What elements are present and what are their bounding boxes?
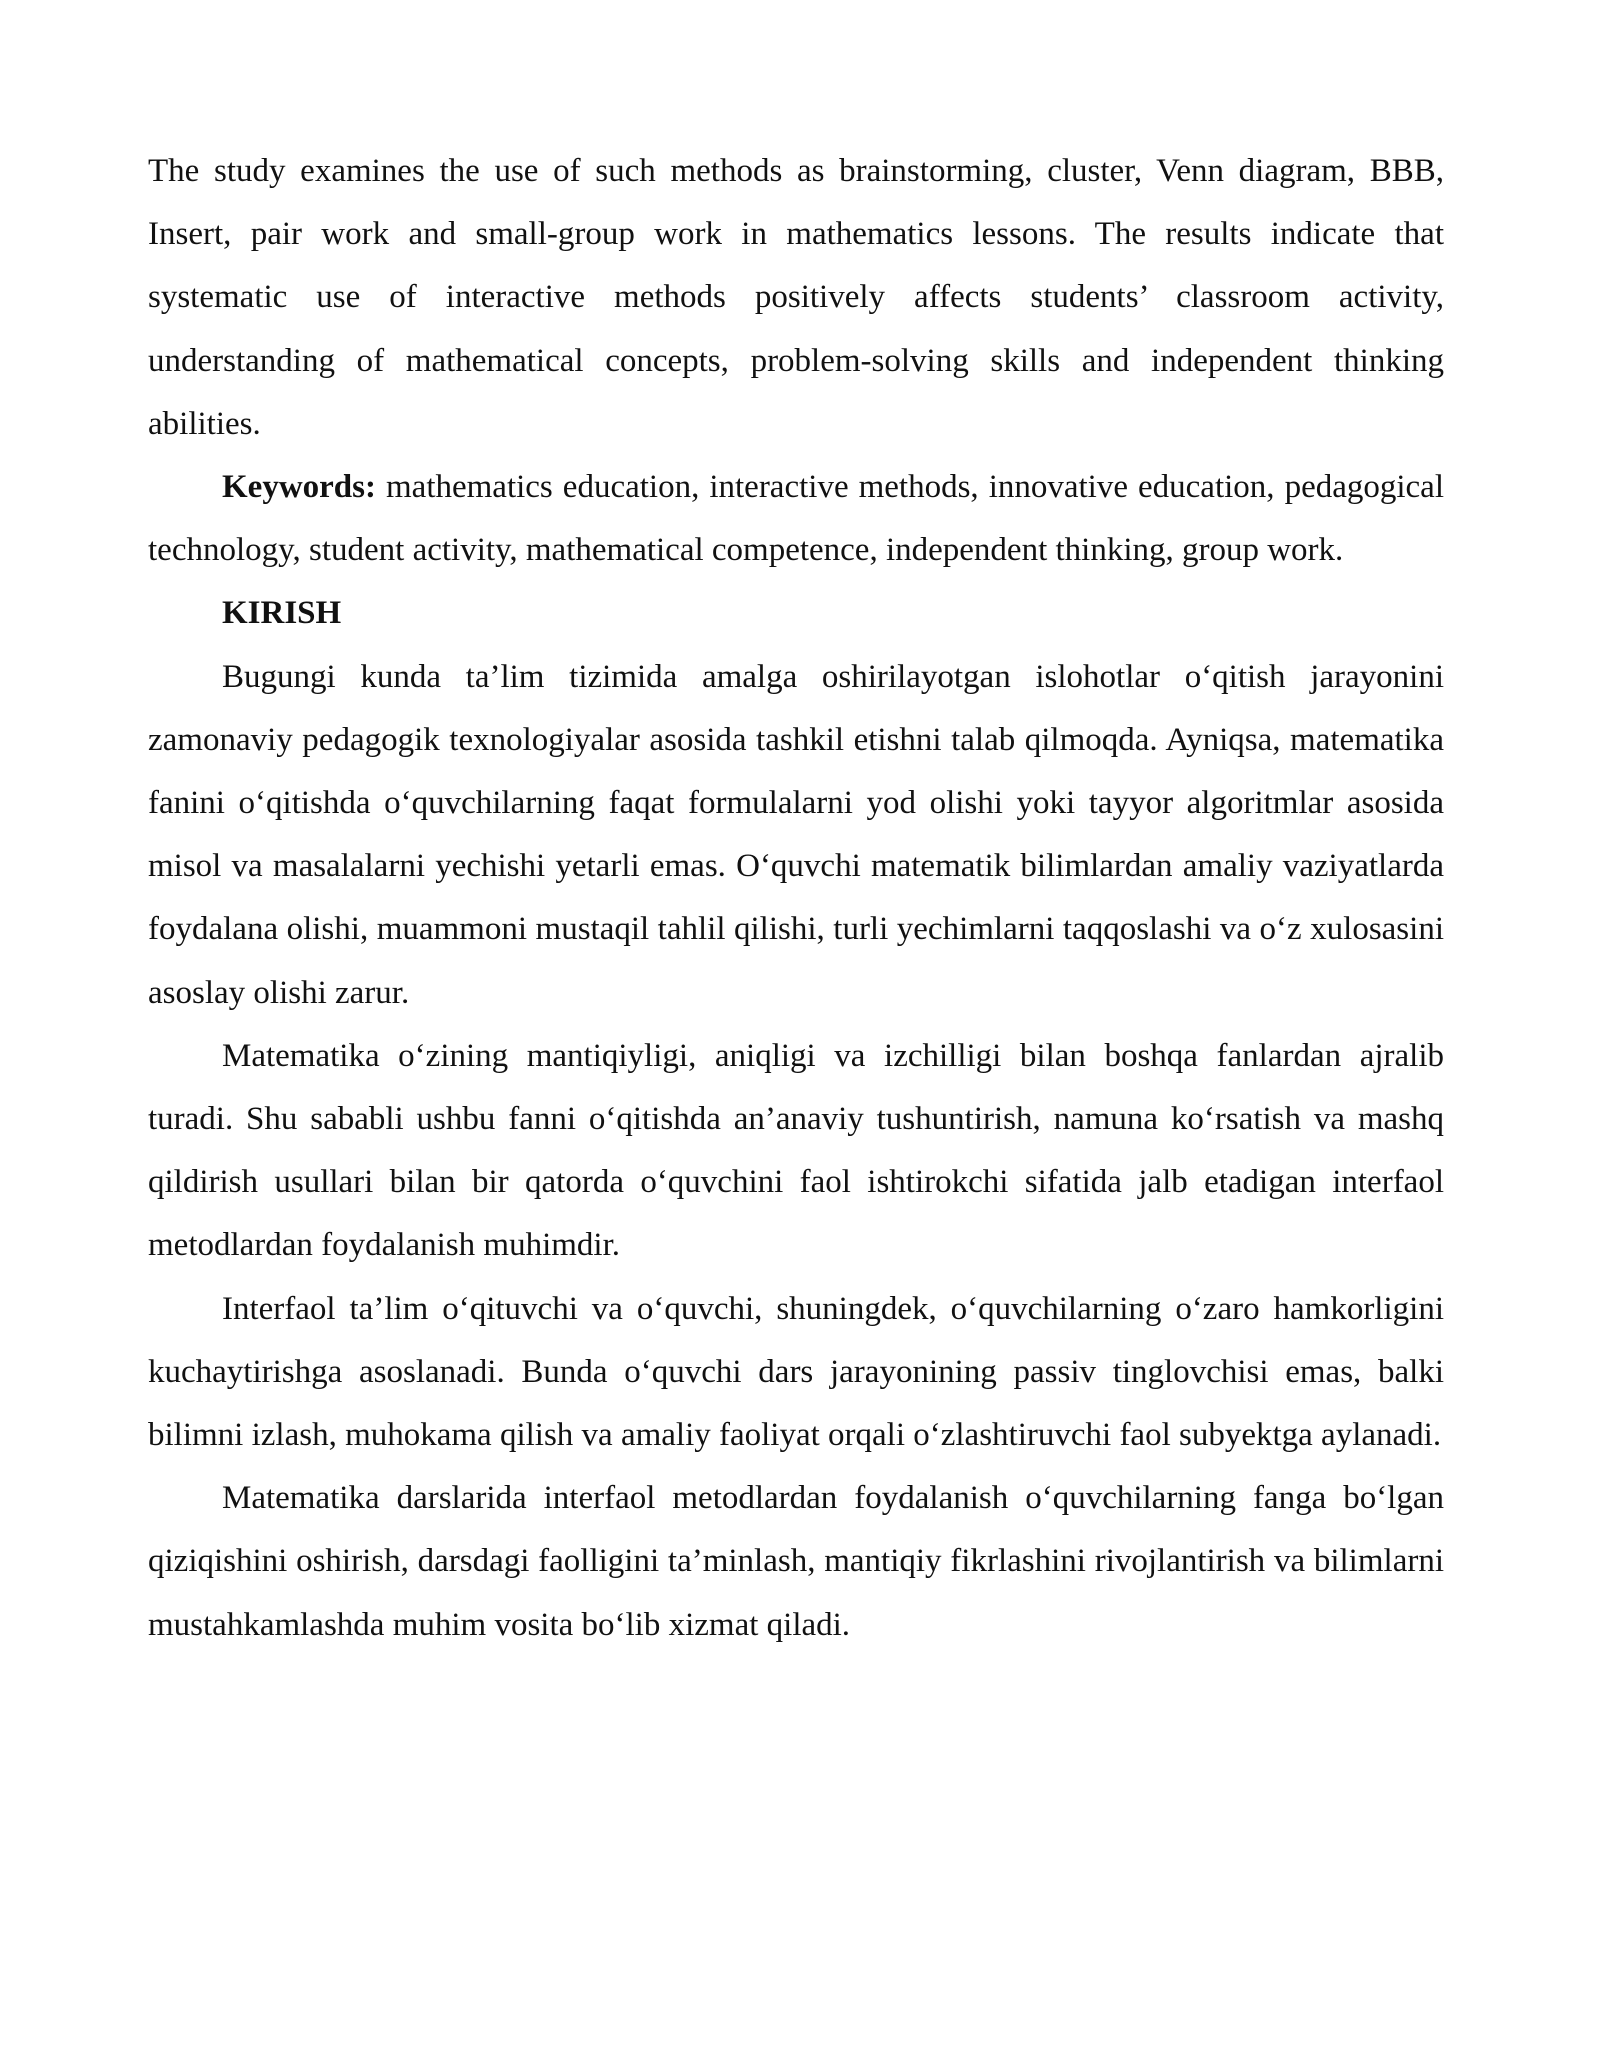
body-paragraph: Interfaol ta’lim o‘qituvchi va o‘quvchi, shuningdek, o‘quvchilarning o‘zaro hamkorligini kuchaytirishga asoslanadi. Bunda o‘quvchi dars jarayonining passiv tinglovchisi emas, balki bilimni izlash, muhokama qilish va amaliy faoliyat orqali o‘zlashtiruvchi faol subyektga aylanadi.: [148, 1290, 1444, 1454]
body-paragraph: Matematika o‘zining mantiqiyligi, aniqligi va izchilligi bilan boshqa fanlardan ajralib turadi. Shu sababli ushbu fanni o‘qitishda an’anaviy tushuntirish, namuna ko‘rsatish va mashq qildirish usullari bilan bir qatorda o‘quvchini faol ishtirokchi sifatida jalb etadigan interfaol metodlardan foydalanish muhimdir.: [148, 1037, 1444, 1264]
keywords-text: mathematics education, interactive methods, innovative education, pedagogical technology, student activity, mathematical competence, independent thinking, group work.: [148, 469, 1444, 569]
abstract-paragraph: The study examines the use of such methods as brainstorming, cluster, Venn diagram, BBB, Insert, pair work and small-group work in mathematics lessons. The results indicate that systematic use of interactive methods positively affects students’ classroom activity, understanding of mathematical concepts, problem-solving skills and independent thinking abilities.: [148, 153, 1444, 442]
keywords-label: Keywords:: [222, 469, 376, 506]
body-paragraph: Matematika darslarida interfaol metodlardan foydalanish o‘quvchilarning fanga bo‘lgan qiziqishini oshirish, darsdagi faolligini ta’minlash, mantiqiy fikrlashini rivojlantirish va bilimlarni mustahkamlashda muhim vosita bo‘lib xizmat qiladi.: [148, 1480, 1444, 1643]
section-heading: KIRISH: [222, 595, 342, 632]
keywords-paragraph: [148, 456, 1444, 582]
body-paragraph: Bugungi kunda ta’lim tizimida amalga oshirilayotgan islohotlar o‘qitish jarayonini zamonaviy pedagogik texnologiyalar asosida tashkil etishni talab qilmoqda. Ayniqsa, matematika fanini o‘qitishda o‘quvchilarning faqat formulalarni yod olishi yoki tayyor algoritmlar asosida misol va masalalarni yechishi yetarli emas. O‘quvchi matematik bilimlardan amaliy vaziyatlarda foydalana olishi, muammoni mustaqil tahlil qilishi, turli yechimlarni taqqoslashi va o‘z xulosasini asoslay olishi zarur.: [148, 658, 1444, 1011]
body-text: [148, 140, 1444, 1657]
